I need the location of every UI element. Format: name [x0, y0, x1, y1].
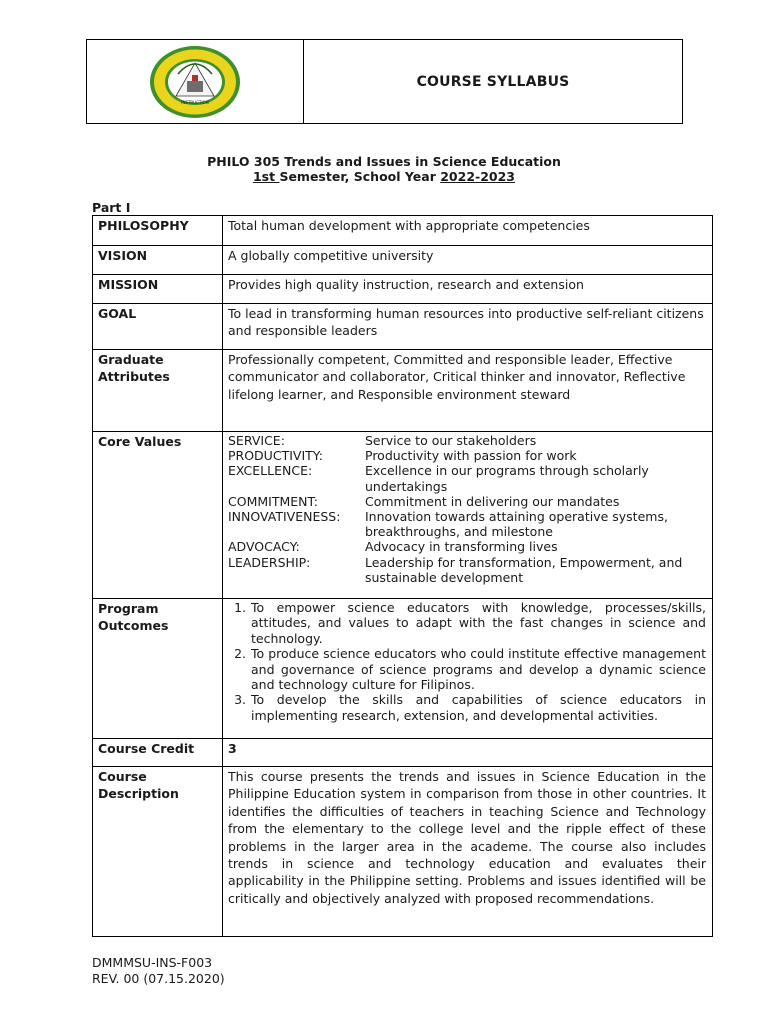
- core-values-cell: [223, 432, 713, 599]
- core-value-key: EXCELLENCE:: [228, 463, 313, 479]
- row-goal: [93, 304, 713, 350]
- row-label: Program Outcomes: [93, 599, 223, 739]
- core-value-key: LEADERSHIP:: [228, 554, 311, 570]
- core-value-key: SERVICE:: [228, 433, 285, 448]
- core-value-key: INNOVATIVENESS:: [228, 509, 341, 525]
- core-value-key: ADVOCACY:: [228, 539, 300, 555]
- row-label: VISION: [93, 246, 223, 275]
- program-outcomes-list: [228, 600, 706, 723]
- row-mission: [93, 275, 713, 304]
- core-value-text: Excellence in our programs through scholarly undertakings: [365, 463, 649, 494]
- row-course-credit: [93, 739, 713, 767]
- row-value: Total human development with appropriate competencies: [223, 216, 713, 246]
- row-vision: [93, 246, 713, 275]
- semester-word: Semester: [279, 169, 345, 184]
- row-philosophy: [93, 216, 713, 246]
- core-value-key: PRODUCTIVITY:: [228, 448, 323, 464]
- row-label: GOAL: [93, 304, 223, 350]
- semester-line: [0, 169, 768, 184]
- course-description-value: This course presents the trends and issues in Science Education in the Philippine Education system in comparison from those in other countries. It identifies the difficulties of teachers in teaching Science and Technology from the elementary to the college level and the ripple effect of these problems in the larger area in the academe. The course also includes trends in science and technology education and evaluates their applicability in the Philippine setting. Problems and issues identified will be critically and objectively analyzed with proposed recommendations.: [223, 767, 713, 937]
- logo-cell: [87, 40, 304, 123]
- syllabus-table: [92, 215, 713, 937]
- row-value: To lead in transforming human resources into productive self-reliant citizens and responsible leaders: [223, 304, 713, 350]
- part-label: Part I: [92, 200, 131, 215]
- row-label: Course Description: [93, 767, 223, 937]
- header-title-cell: [304, 40, 682, 123]
- document-code: DMMMSU-INS-F003: [92, 955, 213, 970]
- svg-text:INSTRUCTION: INSTRUCTION: [181, 99, 209, 105]
- row-label: Graduate Attributes: [93, 350, 223, 432]
- program-outcome-item: 3. To develop the skills and capabilities of science educators in implementing research, extension, and developmental activities.: [250, 692, 706, 723]
- course-credit-value: 3: [223, 739, 713, 767]
- school-year: 2022-2023: [440, 169, 516, 184]
- university-seal-logo: [148, 44, 242, 120]
- core-value-text: Service to our stakeholders: [365, 433, 537, 448]
- row-core-values: [93, 432, 713, 599]
- row-value: Provides high quality instruction, research and extension: [223, 275, 713, 304]
- semester-ordinal: 1st: [252, 169, 280, 184]
- document-title: COURSE SYLLABUS: [416, 73, 570, 90]
- core-values-list: [228, 433, 706, 585]
- core-value-text: Productivity with passion for work: [365, 448, 577, 464]
- program-outcome-item: 2. To produce science educators who could institute effective management and governance of science programs and develop a dynamic science and technology culture for Filipinos.: [250, 646, 706, 692]
- core-value-text: Innovation towards attaining operative systems, breakthroughs, and milestone: [365, 509, 668, 540]
- row-label: Core Values: [93, 432, 223, 599]
- row-label: Course Credit: [93, 739, 223, 767]
- row-label: PHILOSOPHY: [93, 216, 223, 246]
- core-value-key: COMMITMENT:: [228, 493, 318, 509]
- core-value-text: Leadership for transformation, Empowerment, and sustainable development: [365, 554, 683, 585]
- core-value-text: Advocacy in transforming lives: [365, 539, 558, 555]
- program-outcomes-cell: [223, 599, 713, 739]
- row-program-outcomes: [93, 599, 713, 739]
- footer: [92, 955, 225, 987]
- row-course-description: [93, 767, 713, 937]
- core-value-text: Commitment in delivering our mandates: [365, 493, 620, 509]
- course-heading: [0, 154, 768, 184]
- course-code-title: PHILO 305 Trends and Issues in Science Education: [207, 154, 561, 169]
- row-value: A globally competitive university: [223, 246, 713, 275]
- revision-info: REV. 00 (07.15.2020): [92, 971, 225, 986]
- school-year-label: , School Year: [344, 169, 441, 184]
- row-label: MISSION: [93, 275, 223, 304]
- program-outcome-item: 1. To empower science educators with knowledge, processes/skills, attitudes, and values to adapt with the fast changes in science and technology.: [250, 600, 706, 646]
- row-graduate-attributes: [93, 350, 713, 432]
- row-value: Professionally competent, Committed and responsible leader, Effective communicator and collaborator, Critical thinker and innovator, Reflective lifelong learner, and Responsible environment steward: [223, 350, 713, 432]
- header-box: [86, 39, 683, 124]
